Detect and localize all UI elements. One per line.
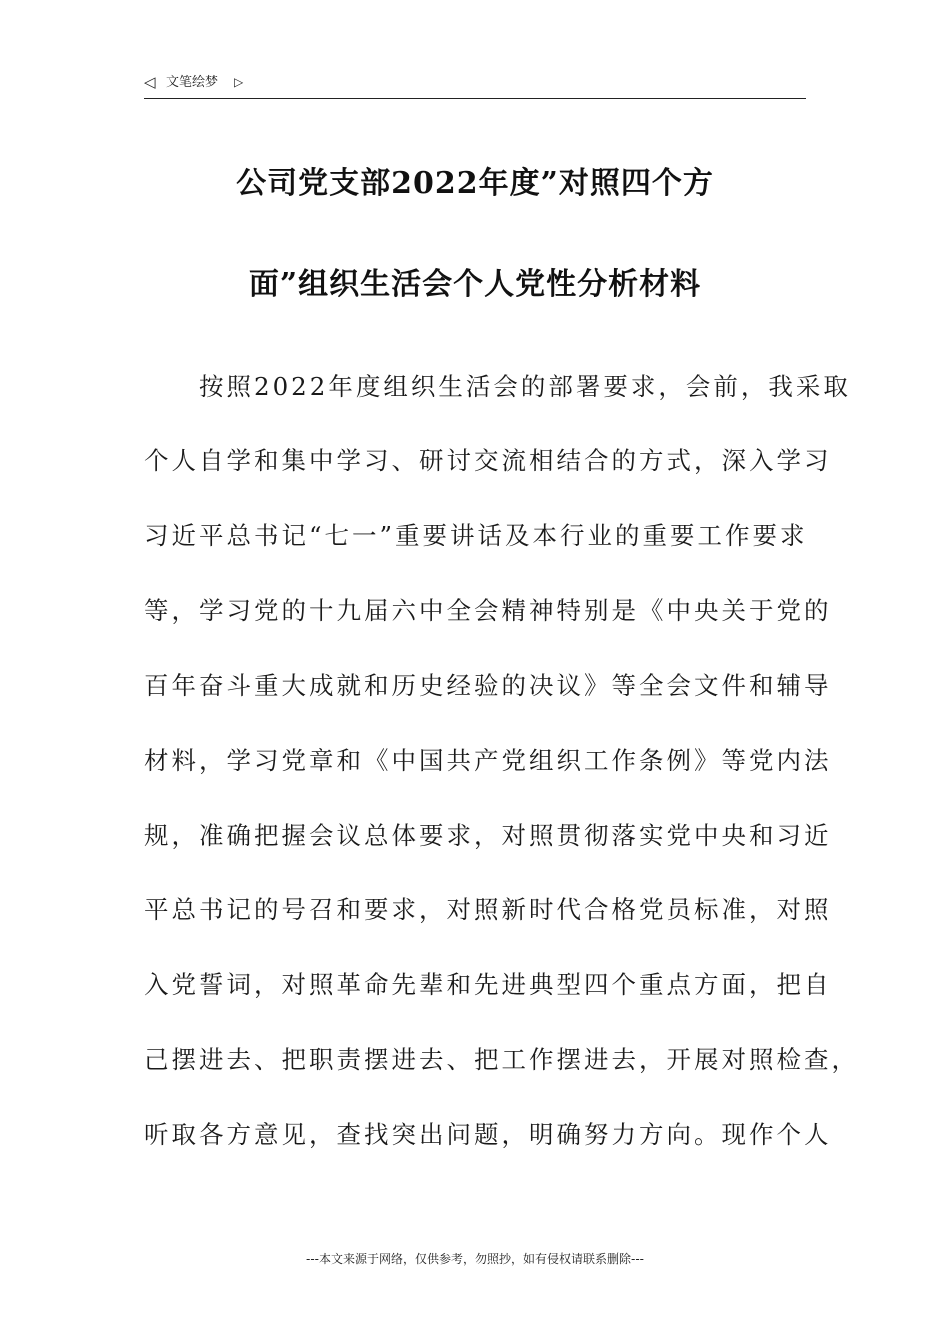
body-line: 材料，学习党章和《中国共产党组织工作条例》等党内法: [144, 746, 832, 775]
body-line: 听取各方意见，查找突出问题，明确努力方向。现作个人: [144, 1120, 832, 1149]
header-title: 文笔绘梦: [166, 75, 219, 90]
page-header: [144, 72, 806, 99]
body-line: 平总书记的号召和要求，对照新时代合格党员标准，对照: [144, 895, 832, 924]
triangle-right-icon: ▷: [234, 75, 244, 89]
body-line: 个人自学和集中学习、研讨交流相结合的方式，深入学习: [144, 446, 832, 475]
footer-notice: ---本文来源于网络，仅供参考，勿照抄，如有侵权请联系删除---: [306, 1252, 644, 1266]
body-line: 己摆进去、把职责摆进去、把工作摆进去，开展对照检查，: [144, 1045, 859, 1074]
body-line: 等，学习党的十九届六中全会精神特别是《中央关于党的: [144, 596, 832, 625]
body-line: 规，准确把握会议总体要求，对照贯彻落实党中央和习近: [144, 821, 832, 850]
document-title-line-2: 面”组织生活会个人党性分析材料: [248, 267, 702, 302]
body-line: 入党誓词，对照革命先辈和先进典型四个重点方面，把自: [144, 970, 832, 999]
body-line: 按照2022年度组织生活会的部署要求，会前，我采取: [199, 372, 851, 401]
body-line: 百年奋斗重大成就和历史经验的决议》等全会文件和辅导: [144, 671, 832, 700]
document-title-line-1: 公司党支部2022年度”对照四个方: [236, 166, 714, 201]
body-line: 习近平总书记“七一”重要讲话及本行业的重要工作要求: [144, 521, 808, 550]
triangle-left-icon: ◁: [144, 73, 156, 91]
